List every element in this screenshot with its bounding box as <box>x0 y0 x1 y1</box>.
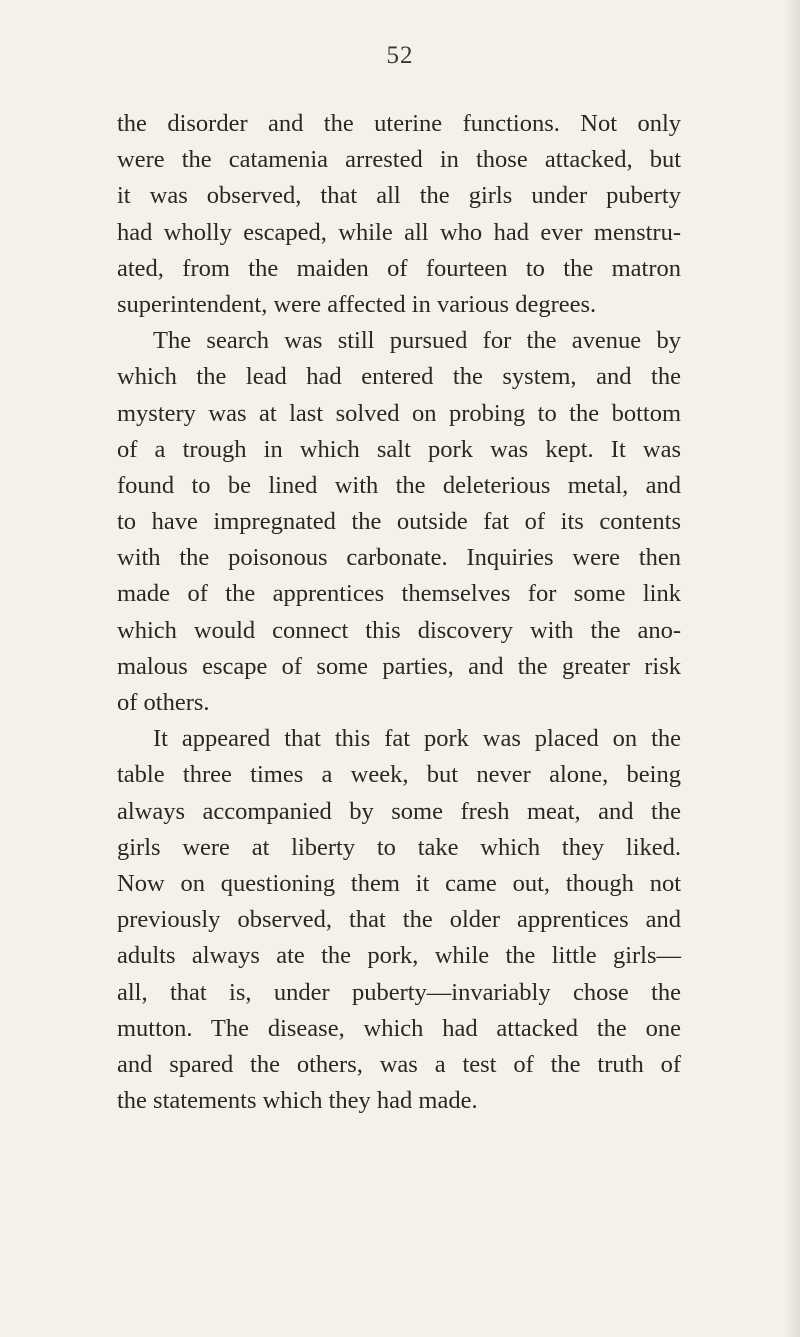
text-line: superintendent, were affected in various degrees. <box>117 290 597 318</box>
text-line: girls were at liberty to take which they liked. <box>117 833 681 861</box>
text-line: previously observed, that the older apprentices and <box>117 906 681 934</box>
text-line: adults always ate the pork, while the little girls— <box>117 942 681 970</box>
text-line: The search was still pursued for the avenue by <box>153 327 681 355</box>
text-line: it was observed, that all the girls under puberty <box>117 182 681 210</box>
text-line: mystery was at last solved on probing to the bottom <box>117 399 681 427</box>
text-line: It appeared that this fat pork was placed on the <box>153 725 681 753</box>
text-line: malous escape of some parties, and the greater risk <box>117 652 681 680</box>
text-line: table three times a week, but never alone, being <box>117 761 681 789</box>
text-line: and spared the others, was a test of the truth of <box>117 1050 681 1078</box>
text-line: the statements which they had made. <box>117 1087 478 1115</box>
text-line: of others. <box>117 689 210 716</box>
text-line: which would connect this discovery with the ano- <box>117 616 681 644</box>
page-edge-shadow <box>784 0 800 1337</box>
text-line: had wholly escaped, while all who had ever menstru- <box>117 218 681 246</box>
page-number: 52 <box>386 42 414 69</box>
text-line: to have impregnated the outside fat of its contents <box>117 508 681 536</box>
text-line: which the lead had entered the system, and the <box>117 363 681 391</box>
text-line: the disorder and the uterine functions. Not only <box>117 110 681 137</box>
text-line: Now on questioning them it came out, though not <box>117 869 681 897</box>
text-line: always accompanied by some fresh meat, and the <box>117 797 681 825</box>
text-line: ated, from the maiden of fourteen to the matron <box>117 254 681 282</box>
body-text <box>117 106 681 1119</box>
text-line: all, that is, under puberty—invariably chose the <box>117 978 681 1006</box>
text-line: were the catamenia arrested in those attacked, but <box>117 146 681 174</box>
text-line: mutton. The disease, which had attacked the one <box>117 1014 681 1042</box>
text-line: of a trough in which salt pork was kept. It was <box>117 435 681 463</box>
text-line: with the poisonous carbonate. Inquiries were then <box>117 544 681 572</box>
text-line: made of the apprentices themselves for some link <box>117 580 681 608</box>
text-line: found to be lined with the deleterious metal, and <box>117 471 681 499</box>
